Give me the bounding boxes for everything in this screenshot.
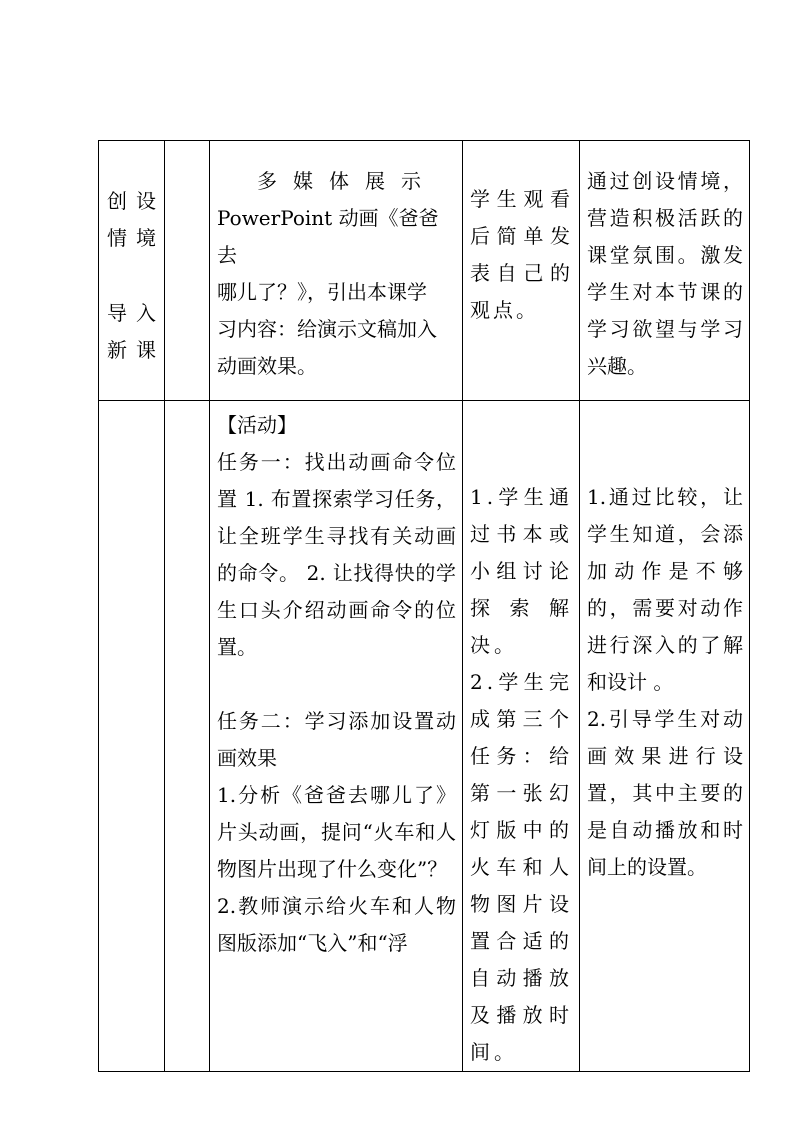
student-text: 2.学生完成第三个任务：给第一张幻灯版中的火车和人物图片设置合适的自动播放及播放时间。 <box>470 670 573 1064</box>
stage-label: 创设 <box>107 189 158 213</box>
teacher-text: 多媒体展示 <box>257 169 437 193</box>
teacher-text: 哪儿了？》，引出本课学 <box>217 280 427 304</box>
stage-label: 情境 <box>107 226 158 250</box>
task1-text: 任务一：找出动画命令位置 1. 布置探索学习任务，让全班学生寻找有关动画的命令。 2. 让找得快的学生口头介绍动画命令的位置。 <box>217 450 456 659</box>
table-row <box>99 401 750 1072</box>
table-row <box>99 141 750 401</box>
time-cell <box>165 141 210 401</box>
stage-cell <box>99 141 165 401</box>
activity-title: 【活动】 <box>217 413 297 437</box>
design-intent-text: 1.通过比较，让学生知道，会添加动作是不够的，需要对动作进行深入的了解和设计 。 <box>587 485 743 694</box>
teacher-text: PowerPoint 动画《爸爸去 <box>217 206 439 267</box>
task2-item: 2.教师演示给火车和人物图版添加“飞入”和“浮 <box>217 894 456 955</box>
teacher-text: 习内容：给演示文稿加入 <box>217 317 437 341</box>
lesson-plan-table <box>98 140 750 1072</box>
student-text: 1.学生通过书本或小组讨论探索解决。 <box>470 485 573 657</box>
student-activity-cell <box>463 401 580 1072</box>
teacher-activity-cell <box>210 401 463 1072</box>
teacher-text: 动画效果。 <box>217 354 317 378</box>
design-intent-cell <box>580 141 750 401</box>
design-intent-text: 2.引导学生对动画效果进行设置，其中主要的是自动播放和时间上的设置。 <box>587 707 743 879</box>
stage-label: 新课 <box>107 338 158 362</box>
task2-title: 任务二：学习添加设置动画效果 <box>217 709 456 770</box>
stage-label: 导入 <box>107 301 158 325</box>
design-intent-cell <box>580 401 750 1072</box>
task2-item: 1.分析《爸爸去哪儿了》片头动画，提问“火车和人物图片出现了什么变化”？ <box>217 783 456 881</box>
student-activity-cell <box>463 141 580 401</box>
student-text: 学生观看后简单发表自己的观点。 <box>470 187 573 322</box>
teacher-activity-cell <box>210 141 463 401</box>
time-cell <box>165 401 210 1072</box>
design-intent-text: 通过创设情境，营造积极活跃的课堂氛围。激发学生对本节课的学习欲望与学习兴趣。 <box>587 169 743 378</box>
stage-cell <box>99 401 165 1072</box>
